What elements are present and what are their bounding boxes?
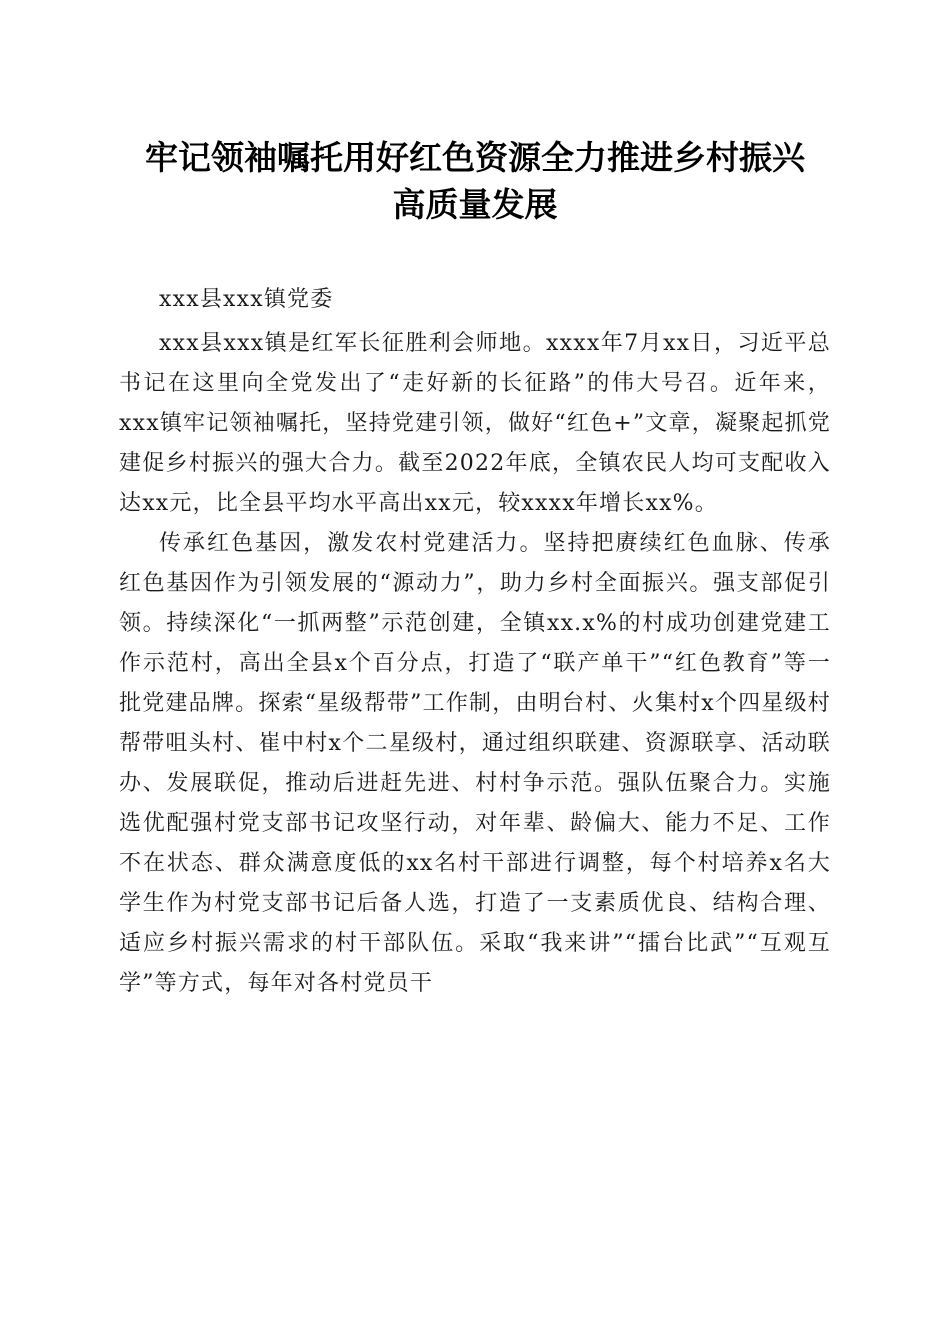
document-body [119,280,831,1004]
author-line: xxx县xxx镇党委 [159,287,334,312]
document-title [100,134,850,228]
paragraph-intro: xxx县xxx镇是红军长征胜利会师地。xxxx年7月xx日，习近平总书记在这里向全党发出了“走好新的长征路”的伟大号召。近年来，xxx镇牢记领袖嘱托，坚持党建引领，做好“红色+”文章，凝聚起抓党建促乡村振兴的强大合力。截至2022年底，全镇农民人均可支配收入达xx元，比全县平均水平高出xx元，较xxxx年增长xx%。 [119,331,831,516]
title-line-1: 牢记领袖嘱托用好红色资源全力推进乡村振兴 [145,138,805,177]
title-line-2: 高质量发展 [392,185,558,224]
paragraph-red-gene: 传承红色基因，激发农村党建活力。坚持把赓续红色血脉、传承红色基因作为引领发展的“源动力”，助力乡村全面振兴。强支部促引领。持续深化“一抓两整”示范创建，全镇xx.x%的村成功创建党建工作示范村，高出全县x个百分点，打造了“联产单干”“红色教育”等一批党建品牌。探索“星级帮带”工作制，由明台村、火集村x个四星级村帮带咀头村、崔中村x个二星级村，通过组织联建、资源联享、活动联办、发展联促，推动后进赶先进、村村争示范。强队伍聚合力。实施选优配强村党支部书记攻坚行动，对年辈、龄偏大、能力不足、工作不在状态、群众满意度低的xx名村干部进行调整，每个村培养x名大学生作为村党支部书记后备人选，打造了一支素质优良、结构合理、适应乡村振兴需求的村干部队伍。采取“我来讲”“擂台比武”“互观互学”等方式，每年对各村党员干 [119,531,831,996]
